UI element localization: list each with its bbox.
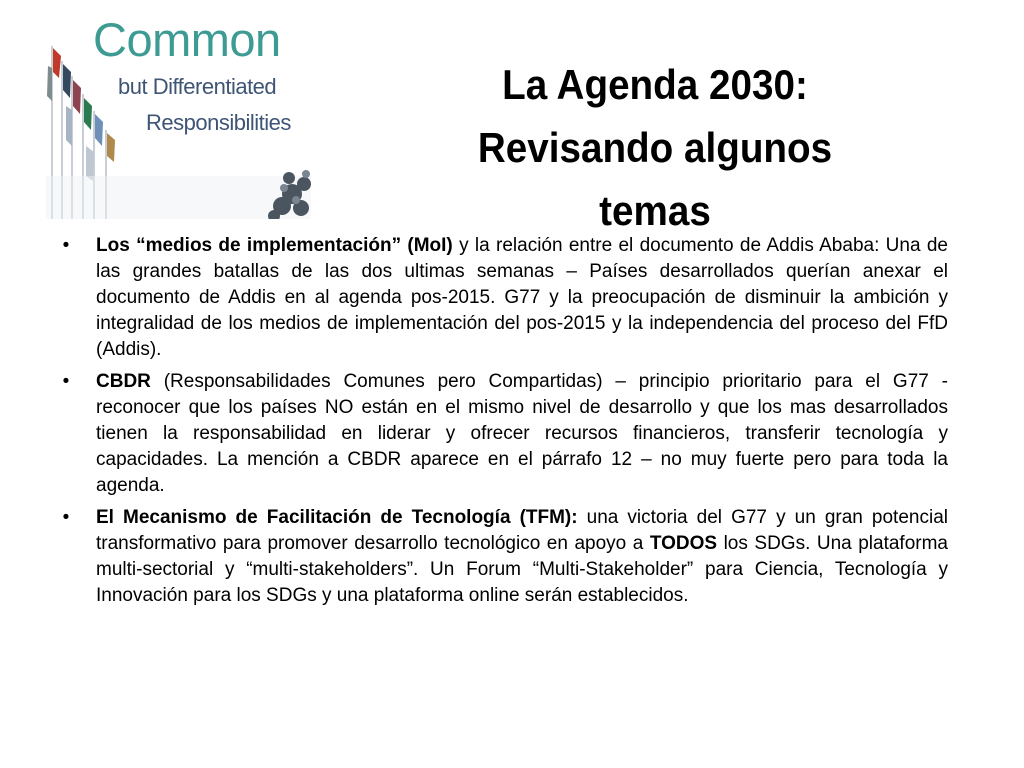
bullet-text: una victoria del G77 y un gran potencial transformativo para promover desarrollo tecnológico en apoyo a xyxy=(96,507,948,554)
bullet-text: y la relación entre el documento de Addis Ababa: Una de las grandes batallas de las dos ultimas semanas – Países desarrollados querían anexar el documento de Addis en al agenda pos-2015. G77 y la preocupación de disminuir la ambición y integralidad de los medios de implementación del pos-2015 y la independencia del proceso del FfD (Addis). xyxy=(96,235,948,360)
bullet-marker: • xyxy=(62,235,70,256)
bullet-heading: Los “medios de implementación” (MoI) xyxy=(96,235,453,256)
title-line-3: temas xyxy=(599,187,711,234)
title-line-1: La Agenda 2030: xyxy=(502,61,808,108)
bullet-item-cbdr xyxy=(56,369,948,499)
logo-responsibilities-text: Responsibilities xyxy=(146,110,291,135)
logo-but-differentiated-text: but Differentiated xyxy=(118,74,277,99)
title-line-2: Revisando algunos xyxy=(477,124,833,171)
bullet-emphasis: TODOS xyxy=(649,533,718,554)
bullet-list xyxy=(56,233,948,615)
bullet-text: los SDGs. Una plataforma multi-sectorial y “multi-stakeholders”. Un Forum “Multi-Stakeholder” para Ciencia, Tecnología y Innovación para los SDGs y una plataforma online serán establecidos. xyxy=(96,533,949,606)
bullet-marker: • xyxy=(62,507,70,528)
bullet-item-tfm xyxy=(56,505,948,609)
cbdr-logo-image xyxy=(46,6,311,219)
logo-common-text: Common xyxy=(93,13,281,66)
bullet-heading: El Mecanismo de Facilitación de Tecnología (TFM): xyxy=(96,507,578,528)
bullet-marker: • xyxy=(62,371,70,392)
slide-title xyxy=(425,53,885,242)
bullet-heading: CBDR xyxy=(96,371,151,392)
bullet-text: (Responsabilidades Comunes pero Compartidas) – principio prioritario para el G77 - reconocer que los países NO están en el mismo nivel de desarrollo y que los mas desarrollados tienen la responsabilidad en liderar y ofrecer recursos financieros, transferir tecnología y capacidades. La mención a CBDR aparece en el párrafo 12 – no muy fuerte pero para toda la agenda. xyxy=(96,371,948,496)
bullet-item-moi xyxy=(56,233,948,363)
